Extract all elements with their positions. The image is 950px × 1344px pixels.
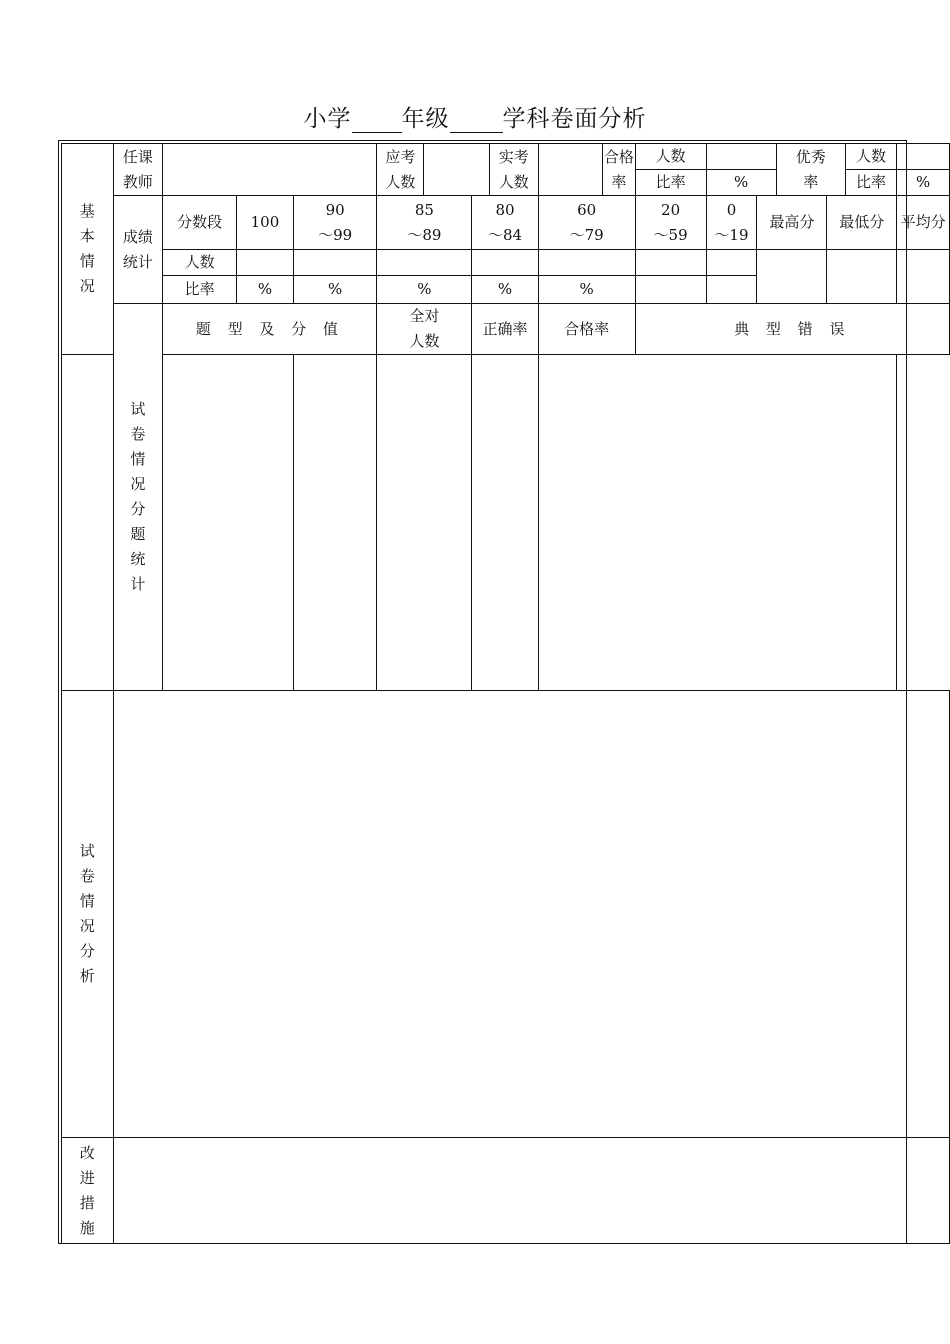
pass-rate-header: 合格率 bbox=[538, 304, 635, 355]
correct-rate-area[interactable] bbox=[377, 355, 472, 691]
actual-count-input[interactable] bbox=[538, 144, 603, 196]
avg-score-label: 平均分 bbox=[897, 196, 950, 250]
pass-ratio-label: 比率 bbox=[635, 170, 706, 196]
score-segment-label: 分数段 bbox=[163, 196, 237, 250]
pass-ratio-input[interactable]: % bbox=[706, 170, 776, 196]
pass-count-input[interactable] bbox=[706, 144, 776, 170]
score-range-20-59: 20 ～59 bbox=[635, 196, 706, 250]
excellent-ratio-label: 比率 bbox=[845, 170, 897, 196]
score-count-cell[interactable] bbox=[237, 250, 294, 276]
excellent-rate-label: 优秀 率 bbox=[776, 144, 845, 196]
basic-section-label: 基 本 情 况 bbox=[62, 144, 114, 355]
analysis-table bbox=[61, 143, 950, 1244]
score-range-100: 100 bbox=[237, 196, 294, 250]
max-score-label: 最高分 bbox=[757, 196, 827, 250]
improve-area[interactable] bbox=[113, 1138, 949, 1244]
score-ratio-cell[interactable] bbox=[706, 276, 757, 304]
page-title: 小学 年级 学科卷面分析 bbox=[303, 106, 647, 132]
score-count-cell[interactable] bbox=[472, 250, 538, 276]
score-count-cell[interactable] bbox=[635, 250, 706, 276]
score-range-60-79: 60 ～79 bbox=[538, 196, 635, 250]
score-count-cell[interactable] bbox=[706, 250, 757, 276]
excellent-count-input[interactable] bbox=[897, 144, 950, 170]
all-correct-area[interactable] bbox=[293, 355, 376, 691]
should-count-input[interactable] bbox=[424, 144, 490, 196]
score-ratio-cell[interactable]: % bbox=[377, 276, 472, 304]
score-stats-label: 成绩 统计 bbox=[113, 196, 163, 304]
score-range-85-89: 85 ～89 bbox=[377, 196, 472, 250]
teacher-input[interactable] bbox=[163, 144, 377, 196]
question-type-header: 题 型 及 分 值 bbox=[163, 304, 377, 355]
score-ratio-cell[interactable] bbox=[635, 276, 706, 304]
score-count-label: 人数 bbox=[163, 250, 237, 276]
subject-blank[interactable] bbox=[450, 110, 503, 133]
question-type-area[interactable] bbox=[62, 355, 294, 691]
max-score-input[interactable] bbox=[757, 250, 827, 304]
typical-errors-header: 典 型 错 误 bbox=[635, 304, 949, 355]
min-score-input[interactable] bbox=[827, 250, 897, 304]
score-count-cell[interactable] bbox=[293, 250, 376, 276]
score-ratio-label: 比率 bbox=[163, 276, 237, 304]
min-score-label: 最低分 bbox=[827, 196, 897, 250]
should-count-label: 应考 人数 bbox=[377, 144, 424, 196]
pass-count-label: 人数 bbox=[635, 144, 706, 170]
pass-rate-area[interactable] bbox=[472, 355, 538, 691]
analysis-section-label: 试 卷 情 况 分 析 bbox=[62, 691, 114, 1138]
improve-section-label: 改 进 措 施 bbox=[62, 1138, 114, 1244]
analysis-area[interactable] bbox=[113, 691, 949, 1138]
avg-score-input[interactable] bbox=[897, 250, 950, 304]
score-ratio-cell[interactable]: % bbox=[293, 276, 376, 304]
pass-rate-label: 合格 率 bbox=[603, 144, 635, 196]
teacher-label: 任课 教师 bbox=[113, 144, 163, 196]
all-correct-header: 全对 人数 bbox=[377, 304, 472, 355]
score-range-90-99: 90 ～99 bbox=[293, 196, 376, 250]
correct-rate-header: 正确率 bbox=[472, 304, 538, 355]
score-ratio-cell[interactable]: % bbox=[472, 276, 538, 304]
score-count-cell[interactable] bbox=[538, 250, 635, 276]
score-ratio-cell[interactable]: % bbox=[237, 276, 294, 304]
actual-count-label: 实考 人数 bbox=[489, 144, 538, 196]
excellent-ratio-input[interactable]: % bbox=[897, 170, 950, 196]
score-range-80-84: 80 ～84 bbox=[472, 196, 538, 250]
score-range-0-19: 0 ～19 bbox=[706, 196, 757, 250]
typical-errors-area[interactable] bbox=[538, 355, 897, 691]
score-count-cell[interactable] bbox=[377, 250, 472, 276]
score-ratio-cell[interactable]: % bbox=[538, 276, 635, 304]
question-stats-section-label: 试 卷 情 况 分 题 统 计 bbox=[113, 304, 163, 691]
excellent-count-label: 人数 bbox=[845, 144, 897, 170]
grade-blank[interactable] bbox=[352, 110, 402, 133]
